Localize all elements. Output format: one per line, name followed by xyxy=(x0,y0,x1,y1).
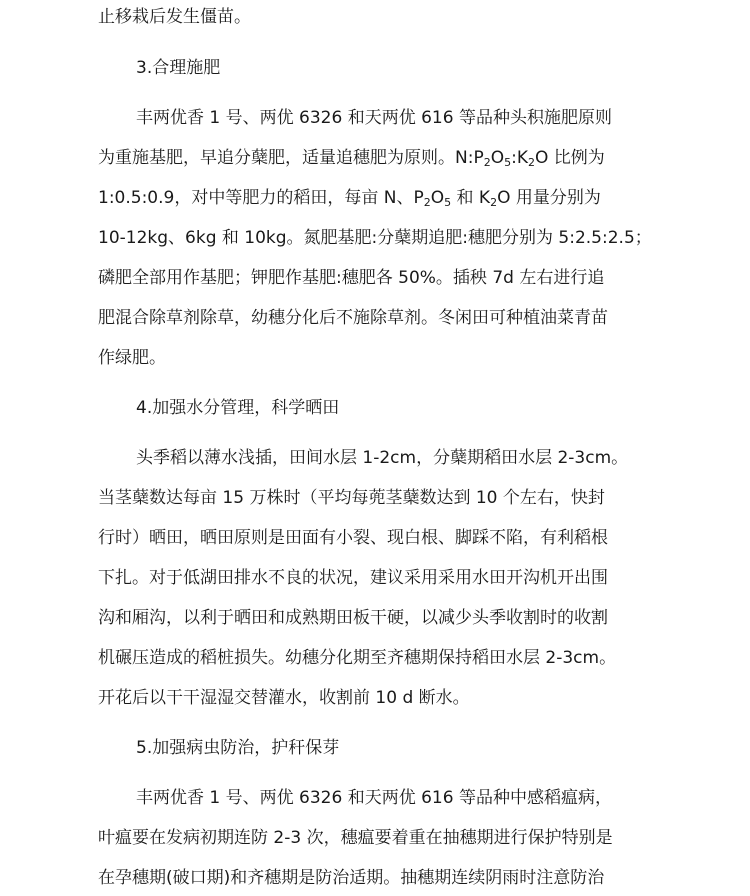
text-line: 丰两优香 1 号、两优 6326 和天两优 616 等品种中感稻瘟病， xyxy=(136,788,612,808)
text-line: 开花后以干干湿湿交替灌水，收割前 10 d 断水。 xyxy=(98,688,470,708)
text-line: 肥混合除草剂除草，幼穗分化后不施除草剂。冬闲田可种植油菜青苗 xyxy=(98,308,608,328)
section-heading: 5.加强病虫防治，护秆保芽 xyxy=(136,738,340,758)
text-line xyxy=(98,186,601,210)
text-line: 磷肥全部用作基肥；钾肥作基肥:穗肥各 50%。插秧 7d 左右进行追 xyxy=(98,268,605,288)
text-line: 止移栽后发生僵苗。 xyxy=(98,7,251,27)
text-line: 当茎蘖数达每亩 15 万株时（平均每蔸茎蘖数达到 10 个左右，快封 xyxy=(98,488,605,508)
text-line: 丰两优香 1 号、两优 6326 和天两优 616 等品种头积施肥原则 xyxy=(136,108,612,128)
text-line: 行时）晒田，晒田原则是田面有小裂、现白根、脚踩不陷，有利稻根 xyxy=(98,528,608,548)
section-heading: 3.合理施肥 xyxy=(136,58,221,78)
text-line: 头季稻以薄水浅插，田间水层 1-2cm，分蘖期稻田水层 2-3cm。 xyxy=(136,448,629,468)
text-line: 机碾压造成的稻桩损失。幼穗分化期至齐穗期保持稻田水层 2-3cm。 xyxy=(98,648,617,668)
text-line: 作绿肥。 xyxy=(98,348,166,368)
text-line: 下扎。对于低湖田排水不良的状况，建议采用采用水田开沟机开出围 xyxy=(98,568,608,588)
text-line xyxy=(98,146,605,170)
text-segment: 为重施基肥，早追分蘖肥，适量追穗肥为原则。$N:P_2O_5:K_2O$ 比例为 xyxy=(98,148,605,169)
text-line: 在孕穗期(破口期)和齐穗期是防治适期。抽穗期连续阴雨时注意防治 xyxy=(98,868,605,888)
text-segment: 1:0.5:0.9，对中等肥力的稻田，每亩 N、$P_2O_5$ 和 $K_2O$ 用量分别为 xyxy=(98,188,601,209)
text-line: 叶瘟要在发病初期连防 2-3 次，穗瘟要着重在抽穗期进行保护特别是 xyxy=(98,828,613,848)
section-heading: 4.加强水分管理，科学晒田 xyxy=(136,398,340,418)
text-line: 10-12kg、6kg 和 10kg。氮肥基肥:分蘖期追肥:穗肥分别为 5:2.5:2.5； xyxy=(98,228,652,248)
text-line: 沟和厢沟，以利于晒田和成熟期田板干硬，以减少头季收割时的收割 xyxy=(98,608,608,628)
